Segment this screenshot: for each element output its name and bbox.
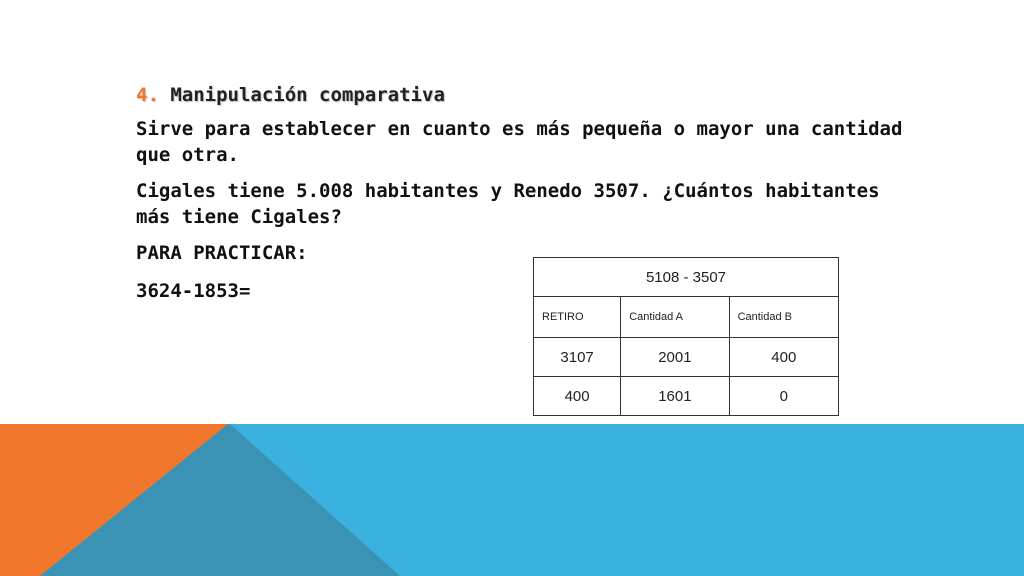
table-columns-row — [534, 297, 839, 338]
section-heading — [136, 82, 916, 108]
heading-title: Manipulación comparativa — [170, 84, 445, 106]
decorative-bottom-band — [0, 424, 1024, 576]
column-cantidad-a: Cantidad A — [621, 297, 729, 338]
subtraction-table — [533, 257, 839, 416]
table-row — [534, 338, 839, 377]
table-row — [534, 377, 839, 416]
practice-label: PARA PRACTICAR: — [136, 242, 308, 264]
example-problem-text: Cigales tiene 5.008 habitantes y Renedo 3507. ¿Cuántos habitantes más tiene Cigales? — [136, 180, 880, 228]
table-cell: 3107 — [534, 338, 621, 377]
table-cell: 2001 — [621, 338, 729, 377]
column-cantidad-b: Cantidad B — [729, 297, 838, 338]
table-cell: 400 — [534, 377, 621, 416]
table-cell: 1601 — [621, 377, 729, 416]
table-header-row — [534, 258, 839, 297]
practice-exercise: 3624-1853= — [136, 280, 251, 302]
column-retiro: RETIRO — [534, 297, 621, 338]
table-cell: 0 — [729, 377, 838, 416]
definition-text: Sirve para establecer en cuanto es más pequeña o mayor una cantidad que otra. — [136, 118, 903, 166]
table-cell: 400 — [729, 338, 838, 377]
table-header-cell: 5108 - 3507 — [534, 258, 839, 297]
heading-number: 4. — [136, 84, 159, 106]
